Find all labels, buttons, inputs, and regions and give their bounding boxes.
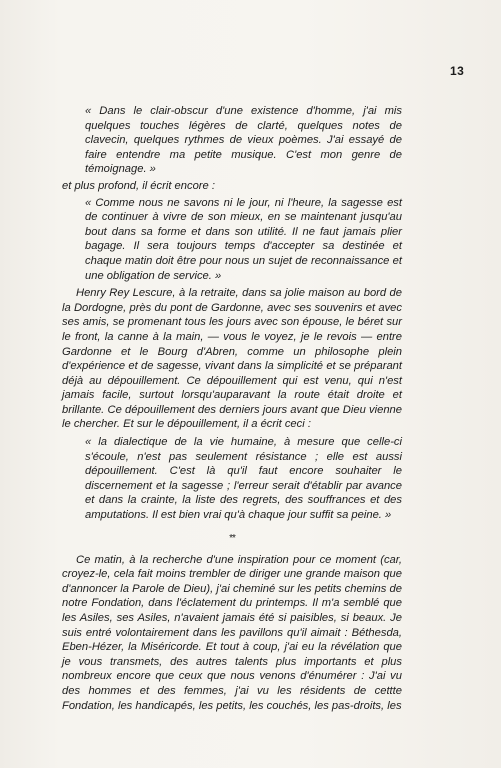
intro-line: et plus profond, il écrit encore : — [62, 179, 215, 192]
quote-clavecin: « Dans le clair-obscur d'une existence d'homme, j'ai mis quelques touches légères de clarté, quelques notes de clavecin, quelques rythmes de vieux poèmes. J'ai essayé de faire entendre ma petite musique. C'est mon genre de témoignage. » — [85, 105, 402, 176]
paragraph-retraite: Henry Rey Lescure, à la retraite, dans sa jolie maison au bord de la Dordogne, près du pont de Gardonne, avec ses souvenirs et avec ses amis, se promenant tous les jours avec son épouse, le béret sur le front, la canne à la main, — vous le voyez, je le revois — entre Gardonne et le Bourg d'Abren, comme un philosophe plein d'expérience et de sagesse, vivant dans la simplicité et se préparant déjà au dépouillement. Ce dépouillement qui est venu, qui n'est jamais facile, surtout lorsqu'auparavant la route était droite et brillante. Ce dépouillement des derniers jours avant que Dieu vienne le chercher. Et sur le dépouillement, il a écrit ceci : — [62, 287, 402, 431]
page-number: 13 — [450, 64, 465, 78]
quote-sagesse: « Comme nous ne savons ni le jour, ni l'heure, la sagesse est de continuer à vivre de son mieux, en se maintenant jusqu'au bout dans sa forme et dans son utilité. Il ne faut jamais plier bagage. Il sera toujours temps d'accepter sa destinée et chaque matin doit être pour nous un sujet de reconnaissance et une obligation de service. » — [85, 196, 402, 282]
body-text — [62, 104, 402, 713]
quote-depouillement: « la dialectique de la vie humaine, à mesure que celle-ci s'écoule, n'est pas seulement résistance ; elle est aussi dépouillement. C'est là qu'il faut encore souhaiter le discernement et la sagesse ; l'erreur serait d'établir par avance et dans la crainte, la liste des regrets, des souffrances et des amputations. Il est bien vrai qu'à chaque jour suffit sa peine. » — [85, 436, 402, 522]
paragraph-fondation: Ce matin, à la recherche d'une inspiration pour ce moment (car, croyez-le, cela fait moins trembler de diriger une grande maison que d'annoncer la Parole de Dieu), j'ai cheminé sur les petits chemins de notre Fondation, dans l'éclatement du printemps. Il m'a semblé que les Asiles, ses Asiles, n'avaient jamais été si paisibles, si beaux. Je suis entré volontairement dans les pavillons qu'il aimait : Béthesda, Eben-Hézer, la Miséricorde. Et tout à coup, j'ai eu la révélation que je vous transmets, des autres talents plus importants et plus nombreux encore que ceux que nous venons d'énumérer : J'ai vu des hommes et des femmes, j'ai vu les résidents de cettte Fondation, les handicapés, les petits, les couchés, les pas-droits, les — [62, 553, 402, 712]
section-separator: ** — [229, 532, 235, 544]
